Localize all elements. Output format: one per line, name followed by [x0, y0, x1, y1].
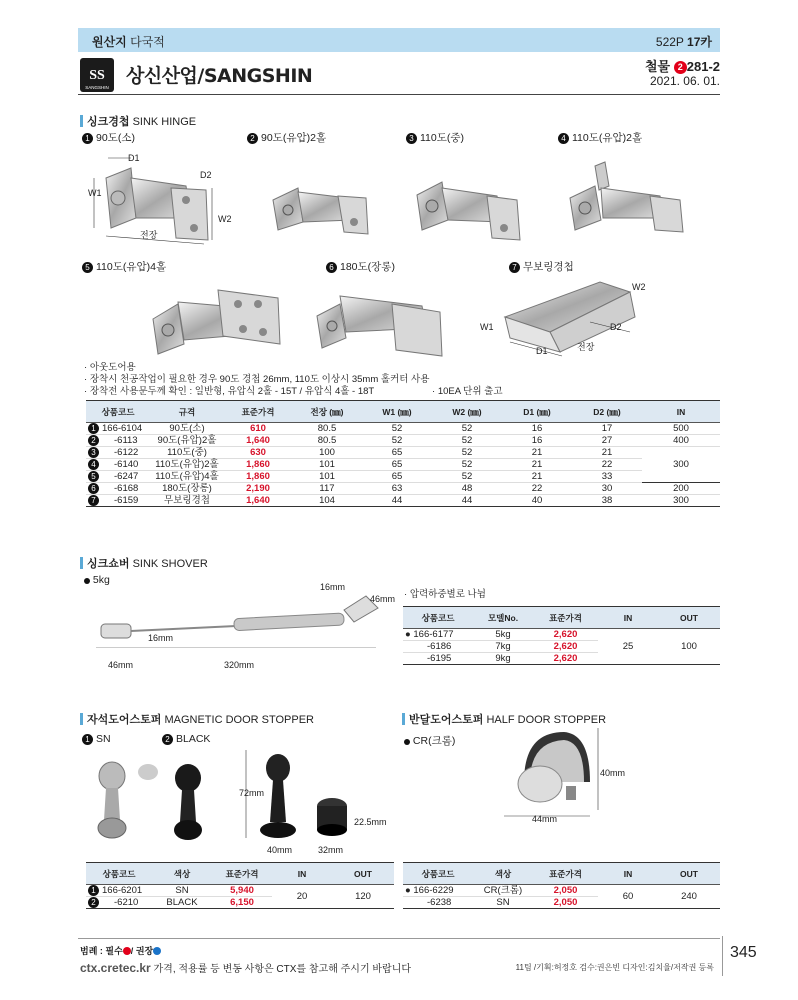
magnetic-section-title: 자석도어스토퍼 MAGNETIC DOOR STOPPER	[80, 711, 314, 727]
magnetic-table: 상품코드 색상 표준가격 IN OUT 1 166-6201 SN 5,940 20 120 2 -6210 BLACK 6,150	[86, 862, 394, 909]
half-table: 상품코드 색상 표준가격 IN OUT ● 166-6229 CR(크롬) 2,050 60 240 -6238 SN 2,050	[403, 862, 720, 909]
magnetic-dim-w: 40mm	[267, 845, 293, 855]
shover-dim-b: 46mm	[370, 594, 396, 604]
table-row: -6186 7kg 2,620	[403, 641, 720, 653]
magnetic-stopper-image	[90, 752, 220, 844]
logo-text: SANGSHIN	[85, 85, 109, 90]
page-ref: 522P	[655, 35, 684, 49]
hinge-item-5: 5 110도(유압)4홀	[82, 259, 166, 274]
half-section-title: 반달도어스토퍼 HALF DOOR STOPPER	[402, 711, 606, 727]
magnetic-dim-w2: 32mm	[318, 845, 344, 855]
hinge-5-image	[148, 274, 288, 364]
half-dim-h: 40mm	[600, 768, 626, 778]
hinge-unit-note: · 10EA 단위 출고	[432, 386, 503, 397]
required-dot-icon	[123, 947, 131, 955]
table-row: ● 166-6229 CR(크롬) 2,050 60 240	[403, 885, 720, 897]
hinge7-dim-w1: W1	[480, 322, 494, 332]
footer-url[interactable]: ctx.cretec.kr	[80, 961, 151, 975]
half-dim-w: 44mm	[532, 814, 558, 824]
table-row: 7 -6159 무보링경첩 1,640 104 44 44 40 38 300	[86, 495, 720, 507]
logo-mark-icon	[80, 58, 114, 92]
magnetic-item-1: 1 SN	[82, 733, 111, 745]
shover-dim-d: 46mm	[108, 660, 134, 670]
table-row: 4 -6140 110도(유압)2홀 1,860 101 65 52 21 22	[86, 459, 720, 471]
table-row: 5 -6247 110도(유압)4홀 1,860 101 65 52 21 33	[86, 471, 720, 483]
magnetic-dim-h2: 22.5mm	[354, 817, 387, 827]
staff-credits: 11팀 /기획:허정호 검수:권은빈 디자인:김치율/저작권 등록	[515, 963, 714, 972]
hinge-table	[86, 400, 720, 507]
hinge-dim-w1: W1	[88, 188, 102, 198]
shover-image	[96, 588, 386, 648]
hinge-item-7: 7 무보링경첩	[509, 259, 574, 274]
hinge-section-title: 싱크경첩 SINK HINGE	[80, 113, 196, 129]
legend: 범례 : 필수 / 권장	[80, 944, 161, 957]
category-code: 281-2	[686, 59, 720, 74]
hinge-table-header: 상품코드 규격 표준가격 전장 (㎜) W1 (㎜) W2 (㎜) D1 (㎜) D2 (㎜) IN	[86, 401, 720, 423]
shover-note: · 압력하중별로 나뉨	[404, 589, 486, 600]
company-logo	[80, 58, 114, 92]
table-row: 1 166-6104 90도(소) 610 80.5 52 52 16 17 500	[86, 423, 720, 435]
hinge-4-image	[565, 156, 690, 236]
table-row: -6195 9kg 2,620	[403, 653, 720, 665]
shover-dim-c: 16mm	[148, 633, 174, 643]
hinge-item-3: 3 110도(중)	[406, 130, 464, 145]
hinge-2-image	[268, 160, 378, 240]
hinge7-dim-d2: D2	[610, 322, 622, 332]
category: 철물 2 281-2	[645, 59, 720, 74]
table-row: -6238 SN 2,050	[403, 897, 720, 909]
hinge7-dim-length: 전장	[577, 342, 595, 352]
hinge-dim-w2: W2	[218, 214, 232, 224]
table-row: 1 166-6201 SN 5,940 20 120	[86, 885, 394, 897]
shover-dim-e: 320mm	[224, 660, 255, 670]
table-row: 2 -6113 90도(유압)2홀 1,640 80.5 52 52 16 27 400	[86, 435, 720, 447]
hinge-item-1: 1 90도(소)	[82, 130, 135, 145]
hinge-6-image	[312, 276, 452, 361]
page-ref-2: 17카	[687, 35, 712, 49]
header-divider	[78, 94, 720, 95]
hinge7-dim-d1: D1	[536, 346, 548, 356]
hinge-item-4: 4 110도(유압)2홀	[558, 130, 642, 145]
footer-notice: ctx.cretec.kr 가격, 적용률 등 변동 사항은 CTX를 참고해 주시기 바랍니다	[80, 961, 412, 975]
table-row: 3 -6122 110도(중) 630 100 65 52 21 21 300	[86, 447, 720, 459]
hinge-dim-length: 전장	[140, 230, 158, 240]
hinge-7-image	[490, 272, 650, 357]
hinge-dim-d1: D1	[128, 153, 140, 163]
page-number: 345	[730, 944, 757, 961]
hinge-notes: · 아웃도어용 · 장착시 천공작업이 필요한 경우 90도 경첩 26mm, 110도 이상시 35mm 홀커터 사용 · 장착전 사용문두께 확인 : 일반형, 유압식 2홀 - 15T / 유압식 4홀 - 18T	[84, 362, 430, 397]
footer-vertical-divider	[722, 936, 723, 976]
top-bar	[78, 28, 720, 52]
footer-divider	[78, 938, 720, 939]
issue-date: 2021. 06. 01.	[649, 74, 720, 88]
shover-dim-a: 16mm	[320, 582, 346, 592]
svg-text:SS: SS	[89, 68, 105, 83]
company-name: 상신산업/SANGSHIN	[126, 65, 313, 87]
origin-value: 다국적	[130, 35, 165, 49]
table-row: 2 -6210 BLACK 6,150	[86, 897, 394, 909]
magnetic-item-2: 2 BLACK	[162, 733, 210, 745]
half-item: CR(크롬)	[404, 733, 455, 748]
hinge-3-image	[412, 160, 527, 245]
hinge7-dim-w2: W2	[632, 282, 646, 292]
table-row: 6 -6168 180도(장롱) 2,190 117 63 48 22 30 200	[86, 483, 720, 495]
table-row: ● 166-6177 5kg 2,620 25 100	[403, 629, 720, 641]
origin-label: 원산지	[92, 35, 127, 49]
recommended-dot-icon	[153, 947, 161, 955]
half-stopper-image	[494, 722, 614, 822]
hinge-dim-d2: D2	[200, 170, 212, 180]
hinge-item-2: 2 90도(유압)2홀	[247, 130, 326, 145]
magnetic-dim-h: 72mm	[239, 788, 265, 798]
shover-table: 상품코드 모델No. 표준가격 IN OUT ● 166-6177 5kg 2,620 25 100 -6186 7kg 2,620 -6195 9kg 2,620	[403, 606, 720, 665]
hinge-1-image	[86, 148, 246, 248]
shover-section-title: 싱크쇼버 SINK SHOVER	[80, 555, 208, 571]
shover-item: 5kg	[84, 574, 110, 586]
hinge-item-6: 6 180도(장롱)	[326, 259, 395, 274]
category-badge: 2	[674, 61, 687, 74]
